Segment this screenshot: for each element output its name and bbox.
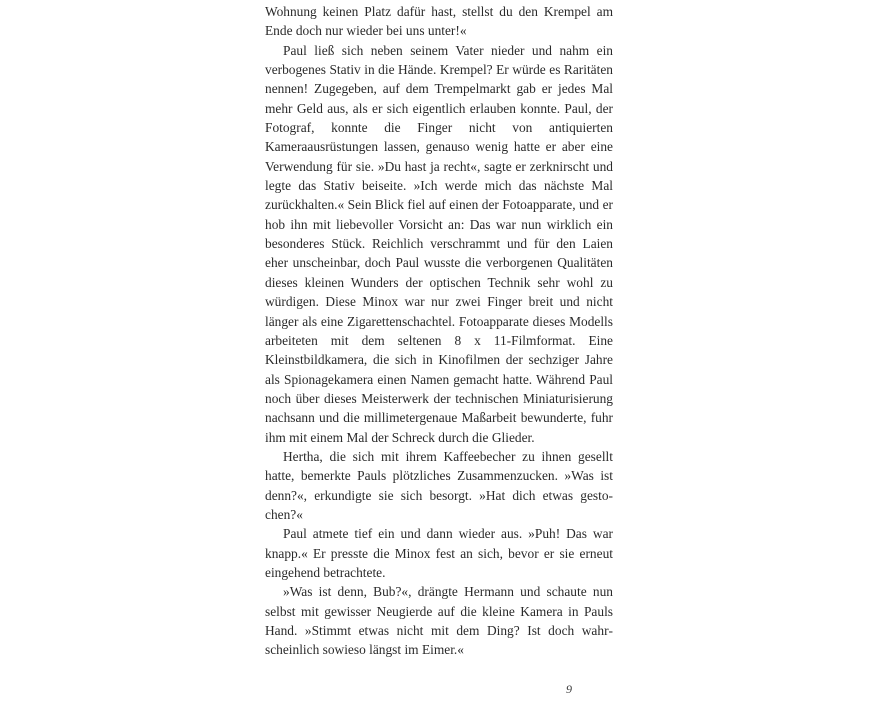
- paragraph: Paul ließ sich neben seinem Vater nieder und nahm ein verbogenes Stativ in die Hände. Krempel? Er würde es Raritäten nennen! Zugegeben, auf dem Trempelmarkt gab er jedes Mal mehr Geld aus, als er sich eigentlich erlauben konnte. Paul, der Fotograf, konnte die Finger nicht von antiquierten Kameraausrüstungen lassen, genauso wenig hatte er aber eine Verwendung für sie. »Du hast ja recht«, sagte er zerknirscht und legte das Stativ beiseite. »Ich werde mich das nächste Mal zurückhalten.« Sein Blick fiel auf einen der Fotoapparate, und er hob ihn mit liebevoller Vorsicht an: Das war nun wirklich ein besonderes Stück. Reichlich verschrammt und für den Laien eher unscheinbar, doch Paul wusste die verborgenen Qualitäten dieses kleinen Wunders der optischen Technik sehr wohl zu würdigen. Diese Minox war nur zwei Finger breit und nicht länger als eine Zigarettenschachtel. Fotoapparate dieses Modells arbeiteten mit dem seltenen 8 x 11-Filmformat. Eine Kleinstbildkamera, die sich in Kinofilmen der sechziger Jahre als Spionagekamera einen Namen gemacht hatte. Während Paul noch über dieses Meisterwerk der technischen Miniaturisierung nachsann und die millimetergenaue Maßarbeit bewunderte, fuhr ihm mit einem Mal der Schreck durch die Glieder.: [265, 42, 613, 445]
- paragraph: Hertha, die sich mit ihrem Kaffeebecher zu ihnen gesellt hatte, bemerkte Pauls plötzliches Zusammenzucken. »Was ist denn?«, erkundigte sie sich besorgt. »Hat dich etwas gestochen?«: [265, 448, 613, 522]
- page-number: 9: [566, 682, 572, 696]
- paragraph: Paul atmete tief ein und dann wieder aus. »Puh! Das war knapp.« Er presste die Minox fest an sich, bevor er sie erneut eingehend betrachtete.: [265, 526, 613, 580]
- paragraph: Wohnung keinen Platz dafür hast, stellst du den Krempel am Ende doch nur wieder bei uns unter!«: [265, 4, 613, 39]
- body-text: [265, 2, 613, 660]
- paragraph: »Was ist denn, Bub?«, drängte Hermann und schaute nun selbst mit gewisser Neugierde auf die kleine Kamera in Pauls Hand. »Stimmt etwas nicht mit dem Ding? Ist doch wahrscheinlich sowieso längst im Eimer.«: [265, 584, 613, 658]
